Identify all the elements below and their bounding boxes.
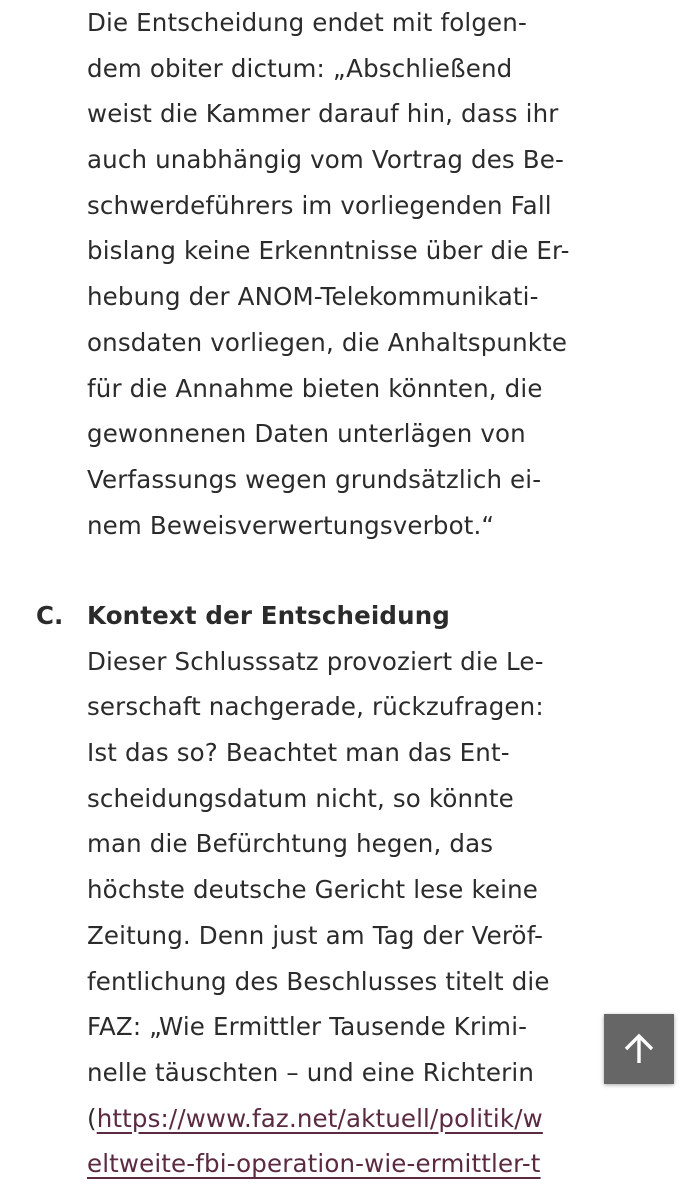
paragraph-line: hebung der ANOM-Telekommunikati- — [87, 282, 539, 312]
section-body — [87, 593, 657, 1187]
section-marker: C. — [36, 601, 64, 630]
paragraph-line: gewonnenen Daten unterlägen von — [87, 419, 526, 449]
paragraph-line: nem Beweisverwertungsverbot.“ — [87, 510, 495, 540]
intro-paragraph — [87, 0, 657, 548]
paragraph-line: Die Entscheidung endet mit folgen- — [87, 8, 527, 37]
paragraph-line: auch unabhängig vom Vortrag des Be- — [87, 145, 564, 175]
paragraph-line: serschaft nachgerade, rückzufragen: — [87, 692, 544, 722]
paragraph-line: weist die Kammer darauf hin, dass ihr — [87, 99, 559, 129]
arrow-up-icon — [621, 1031, 657, 1067]
paragraph-line: Dieser Schlusssatz provoziert die Le- — [87, 646, 544, 676]
paragraph-line: bislang keine Erkenntnisse über die Er- — [87, 236, 570, 266]
link-line — [87, 1096, 657, 1142]
paragraph-line: höchste deutsche Gericht lese keine — [87, 875, 539, 905]
paragraph-line: FAZ: „Wie Ermittler Tausende Krimi- — [87, 1012, 528, 1042]
paragraph-line: schwerdeführers im vorliegenden Fall — [87, 190, 552, 220]
scroll-to-top-button[interactable] — [604, 1014, 674, 1084]
paragraph-line: scheidungsdatum nicht, so könnte — [87, 783, 514, 813]
paragraph-line: Ist das so? Beachtet man das Ent- — [87, 738, 510, 768]
link-open-paren: ( — [87, 1103, 97, 1133]
faz-article-link-continued[interactable]: eltweite-fbi-operation-wie-ermittler-t — [87, 1149, 541, 1179]
paragraph-line: nelle täuschten – und eine Richterin — [87, 1057, 534, 1087]
paragraph-line: Zeitung. Denn just am Tag der Veröf- — [87, 920, 544, 950]
paragraph-line: fentlichung des Beschlusses titelt die — [87, 966, 550, 996]
paragraph-line: dem obiter dictum: „Abschließend — [87, 53, 513, 83]
faz-article-link[interactable]: https://www.faz.net/aktuell/politik/w — [96, 1103, 543, 1133]
paragraph-line: für die Annahme bieten könnten, die — [87, 373, 543, 403]
paragraph-line: man die Befürchtung hegen, das — [87, 829, 494, 859]
bottom-edge — [0, 1181, 683, 1200]
paragraph-line: onsdaten vorliegen, die Anhaltspunkte — [87, 327, 568, 357]
paragraph-line: Verfassungs wegen grundsätzlich ei- — [87, 464, 542, 494]
section-heading: Kontext der Entscheidung — [87, 601, 450, 630]
